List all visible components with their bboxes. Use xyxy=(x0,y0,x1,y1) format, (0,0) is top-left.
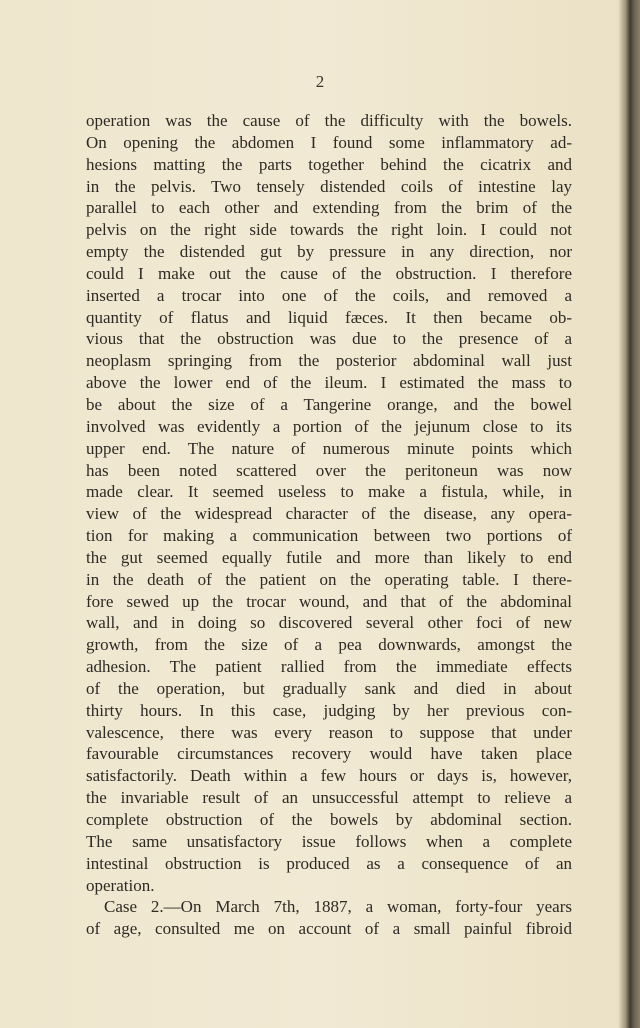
text-line: the gut seemed equally futile and more than likely to end xyxy=(86,547,572,567)
text-line: The same unsatisfactory issue follows when a complete xyxy=(86,831,572,851)
text-line: in the death of the patient on the operating table. I there- xyxy=(86,569,572,589)
text-line: upper end. The nature of numerous minute points which xyxy=(86,438,572,458)
text-line: vious that the obstruction was due to the presence of a xyxy=(86,329,572,349)
text-line: favourable circumstances recovery would have taken place xyxy=(86,744,572,764)
text-line: wall, and in doing so discovered several other foci of new xyxy=(86,613,572,633)
text-line: inserted a trocar into one of the coils, and removed a xyxy=(86,285,572,305)
text-line: On opening the abdomen I found some inflammatory ad- xyxy=(86,132,572,152)
text-line: intestinal obstruction is produced as a consequence of an xyxy=(86,853,572,873)
text-line: be about the size of a Tangerine orange, and the bowel xyxy=(86,394,572,414)
text-line: thirty hours. In this case, judging by her previous con- xyxy=(86,700,572,720)
text-line: growth, from the size of a pea downwards, amongst the xyxy=(86,635,572,655)
text-line: of the operation, but gradually sank and died in about xyxy=(86,678,572,698)
text-line: fore sewed up the trocar wound, and that of the abdominal xyxy=(86,591,572,611)
text-line: complete obstruction of the bowels by abdominal section. xyxy=(86,810,572,829)
text-line: made clear. It seemed useless to make a fistula, while, in xyxy=(86,482,572,502)
body-text xyxy=(86,110,572,940)
text-line: neoplasm springing from the posterior abdominal wall just xyxy=(86,351,572,371)
text-line: tion for making a communication between two portions of xyxy=(86,526,572,546)
text-line: operation was the cause of the difficulty with the bowels. xyxy=(86,111,572,130)
text-line: in the pelvis. Two tensely distended coils of intestine lay xyxy=(86,176,572,196)
text-line: pelvis on the right side towards the right loin. I could not xyxy=(86,220,572,240)
text-line: adhesion. The patient rallied from the immediate effects xyxy=(86,657,572,677)
text-line: quantity of flatus and liquid fæces. It then became ob- xyxy=(86,307,572,327)
text-line-paragraph-end: operation. xyxy=(86,875,155,895)
page-edge-shadow xyxy=(618,0,640,1028)
text-line: satisfactorily. Death within a few hours or days is, however, xyxy=(86,766,572,786)
text-line-case-heading: Case 2.—On March 7th, 1887, a woman, forty-four years xyxy=(104,897,572,917)
text-line: has been noted scattered over the peritoneun was now xyxy=(86,460,572,480)
text-line: view of the widespread character of the disease, any opera- xyxy=(86,504,572,524)
text-line: of age, consulted me on account of a small painful fibroid xyxy=(86,919,572,939)
page-number: 2 xyxy=(315,72,325,91)
text-line: above the lower end of the ileum. I estimated the mass to xyxy=(86,373,572,393)
text-line: valescence, there was every reason to suppose that under xyxy=(86,722,572,742)
text-line: empty the distended gut by pressure in any direction, nor xyxy=(86,242,572,262)
text-line: could I make out the cause of the obstruction. I therefore xyxy=(86,263,572,283)
text-line: involved was evidently a portion of the jejunum close to its xyxy=(86,416,572,436)
text-line: hesions matting the parts together behind the cicatrix and xyxy=(86,154,572,174)
text-line: the invariable result of an unsuccessful attempt to relieve a xyxy=(86,788,572,808)
text-line: parallel to each other and extending from the brim of the xyxy=(86,198,572,218)
